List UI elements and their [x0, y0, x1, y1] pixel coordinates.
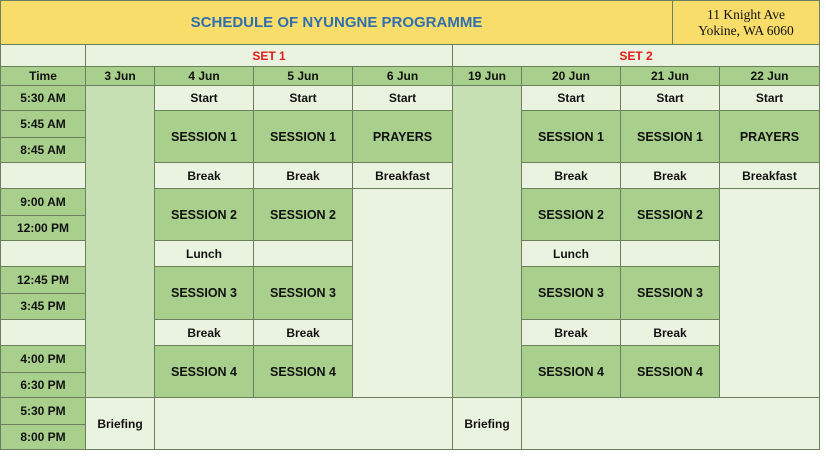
time-0630pm: 6:30 PM	[20, 378, 66, 392]
time-1245pm: 12:45 PM	[1, 267, 85, 294]
start-5jun: Start	[253, 85, 353, 111]
time-gap-2	[0, 240, 86, 267]
briefing-3jun: Briefing	[85, 397, 155, 450]
session4-21jun: SESSION 4	[620, 345, 720, 398]
day-22jun-free	[719, 188, 820, 398]
time-range-0900-1200	[0, 188, 86, 241]
set1-evening-blank	[154, 397, 453, 450]
prayers-6jun: PRAYERS	[352, 110, 453, 163]
start-6jun: Start	[352, 85, 453, 111]
session2-20jun: SESSION 2	[521, 188, 621, 241]
briefing-19jun: Briefing	[452, 397, 522, 450]
session2-4jun: SESSION 2	[154, 188, 254, 241]
prayers-22jun: PRAYERS	[719, 110, 820, 163]
lunch-4jun: Lunch	[154, 240, 254, 267]
time-gap-1	[0, 162, 86, 189]
time-0530am: 5:30 AM	[0, 85, 86, 111]
address-line-1: 11 Knight Ave	[707, 6, 785, 22]
time-0345pm: 3:45 PM	[20, 299, 66, 313]
session1-5jun: SESSION 1	[253, 110, 353, 163]
time-range-0530-0800	[0, 397, 86, 450]
session3-4jun: SESSION 3	[154, 266, 254, 320]
day-header-4jun: 4 Jun	[154, 66, 254, 86]
day-header-22jun: 22 Jun	[719, 66, 820, 86]
time-gap-3	[0, 319, 86, 346]
time-column-header: Time	[0, 66, 86, 86]
session1-4jun: SESSION 1	[154, 110, 254, 163]
day-header-20jun: 20 Jun	[521, 66, 621, 86]
break-5jun-am: Break	[253, 162, 353, 189]
start-20jun: Start	[521, 85, 621, 111]
break-20jun-am: Break	[521, 162, 621, 189]
session1-21jun: SESSION 1	[620, 110, 720, 163]
day-header-21jun: 21 Jun	[620, 66, 720, 86]
time-0800pm: 8:00 PM	[20, 430, 66, 444]
address-line-2: Yokine, WA 6060	[698, 22, 794, 38]
session3-21jun: SESSION 3	[620, 266, 720, 320]
lunch-20jun: Lunch	[521, 240, 621, 267]
break-4jun-am: Break	[154, 162, 254, 189]
breakfast-6jun: Breakfast	[352, 162, 453, 189]
day-header-3jun: 3 Jun	[85, 66, 155, 86]
time-range-0400-0630	[0, 345, 86, 398]
day-6jun-free	[352, 188, 453, 398]
breakfast-22jun: Breakfast	[719, 162, 820, 189]
empty-21jun-lunch	[620, 240, 720, 267]
time-0845am: 8:45 AM	[20, 143, 66, 157]
set-row-blank	[0, 44, 86, 67]
session1-20jun: SESSION 1	[521, 110, 621, 163]
time-0530pm: 5:30 PM	[1, 398, 85, 425]
day-header-5jun: 5 Jun	[253, 66, 353, 86]
time-range-1245-0345	[0, 266, 86, 320]
day-3jun-free	[85, 85, 155, 398]
break-20jun-pm: Break	[521, 319, 621, 346]
set-2-header: SET 2	[452, 44, 820, 67]
address-block	[672, 0, 820, 45]
day-header-19jun: 19 Jun	[452, 66, 522, 86]
break-21jun-pm: Break	[620, 319, 720, 346]
session2-5jun: SESSION 2	[253, 188, 353, 241]
session3-20jun: SESSION 3	[521, 266, 621, 320]
page-title: SCHEDULE OF NYUNGNE PROGRAMME	[0, 0, 673, 45]
session4-5jun: SESSION 4	[253, 345, 353, 398]
time-0545am: 5:45 AM	[1, 111, 85, 138]
set-1-header: SET 1	[85, 44, 453, 67]
time-0400pm: 4:00 PM	[1, 346, 85, 373]
start-21jun: Start	[620, 85, 720, 111]
day-header-6jun: 6 Jun	[352, 66, 453, 86]
break-21jun-am: Break	[620, 162, 720, 189]
start-4jun: Start	[154, 85, 254, 111]
start-22jun: Start	[719, 85, 820, 111]
session4-4jun: SESSION 4	[154, 345, 254, 398]
time-range-0545-0845	[0, 110, 86, 163]
break-5jun-pm: Break	[253, 319, 353, 346]
day-19jun-free	[452, 85, 522, 398]
session4-20jun: SESSION 4	[521, 345, 621, 398]
empty-5jun-lunch	[253, 240, 353, 267]
set2-evening-blank	[521, 397, 820, 450]
time-0900am: 9:00 AM	[1, 189, 85, 216]
session3-5jun: SESSION 3	[253, 266, 353, 320]
session2-21jun: SESSION 2	[620, 188, 720, 241]
break-4jun-pm: Break	[154, 319, 254, 346]
time-1200pm: 12:00 PM	[16, 221, 70, 235]
